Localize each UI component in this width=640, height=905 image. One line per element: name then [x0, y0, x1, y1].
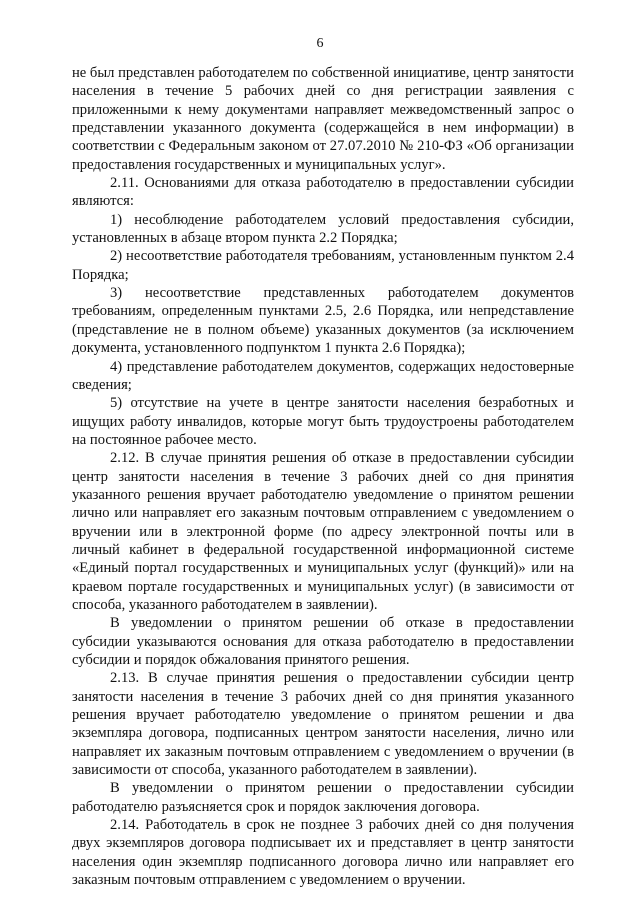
paragraph-2-12: 2.12. В случае принятия решения об отказе в предоставлении субсидии центр занятости населения в течение 3 рабочих дней со дня принятия указанного решения вручает работодателю уведомление о принятом решении лично или направляет его заказным почтовым отправлением с уведомлением о вручении или в электронной форме (по адресу электронной почты или в личный кабинет в федеральной государственной информационной системе «Единый портал государственных и муниципальных услуг (функций)» или на краевом портале государственных и муниципальных услуг) (в зависимости от способа, указанного работодателем в заявлении). — [72, 450, 574, 613]
paragraph-2-11: 2.11. Основаниями для отказа работодателю в предоставлении субсидии являются: — [72, 175, 574, 210]
paragraph-2-14: 2.14. Работодатель в срок не позднее 3 рабочих дней со дня получения двух экземпляров договора подписывает их и представляет в центр занятости населения один экземпляр подписанного договора лично или направляет его заказным почтовым отправлением с уведомлением о вручении. — [72, 817, 574, 889]
paragraph-item-1: 1) несоблюдение работодателем условий предоставления субсидии, установленных в абзаце втором пункта 2.2 Порядка; — [72, 211, 574, 247]
paragraph-2-13: 2.13. В случае принятия решения о предоставлении субсидии центр занятости населения в течение 3 рабочих дней со дня принятия указанного решения вручает работодателю уведомление о принятом решении и два экземпляра договора, подписанных центром занятости населения, лично или направляет их заказным почтовым отправлением с уведомлением о вручении (в зависимости от способа, указанного работодателем в заявлении). — [72, 670, 574, 779]
paragraph-item-4: 4) представление работодателем документов, содержащих недостоверные сведения; — [72, 358, 574, 393]
paragraph-continuation: не был представлен работодателем по собственной инициативе, центр занятости населения в течение 5 рабочих дней со дня регистрации заявления с приложенными к нему документами направляет межведомственный запрос о представлении указанного документа (содержащейся в нем информации) в соответствии с Федеральным законом от 27.07.2010 № 210-ФЗ «Об организации предоставления государственных и муниципальных услуг». — [72, 65, 574, 173]
paragraph-item-2: 2) несоответствие работодателя требованиям, установленным пунктом 2.4 Порядка; — [72, 248, 574, 283]
document-body — [72, 64, 574, 889]
paragraph-item-3: 3) несоответствие представленных работодателем документов требованиям, определенным пунктами 2.5, 2.6 Порядка, или непредставление (представление не в полном объеме) указанных документов (за исключением документа, установленного подпунктом 1 пункта 2.6 Порядка); — [72, 285, 574, 357]
paragraph-grant-notice: В уведомлении о принятом решении о предоставлении субсидии работодателю разъясняется срок и порядок заключения договора. — [72, 780, 574, 815]
paragraph-item-5: 5) отсутствие на учете в центре занятости населения безработных и ищущих работу инвалидов, которые могут быть трудоустроены работодателем на постоянное рабочее место. — [72, 395, 574, 448]
page-number: 6 — [316, 36, 324, 51]
paragraph-refusal-notice: В уведомлении о принятом решении об отказе в предоставлении субсидии указываются основания для отказа работодателю в предоставлении субсидии и порядок обжалования принятого решения. — [72, 615, 574, 668]
